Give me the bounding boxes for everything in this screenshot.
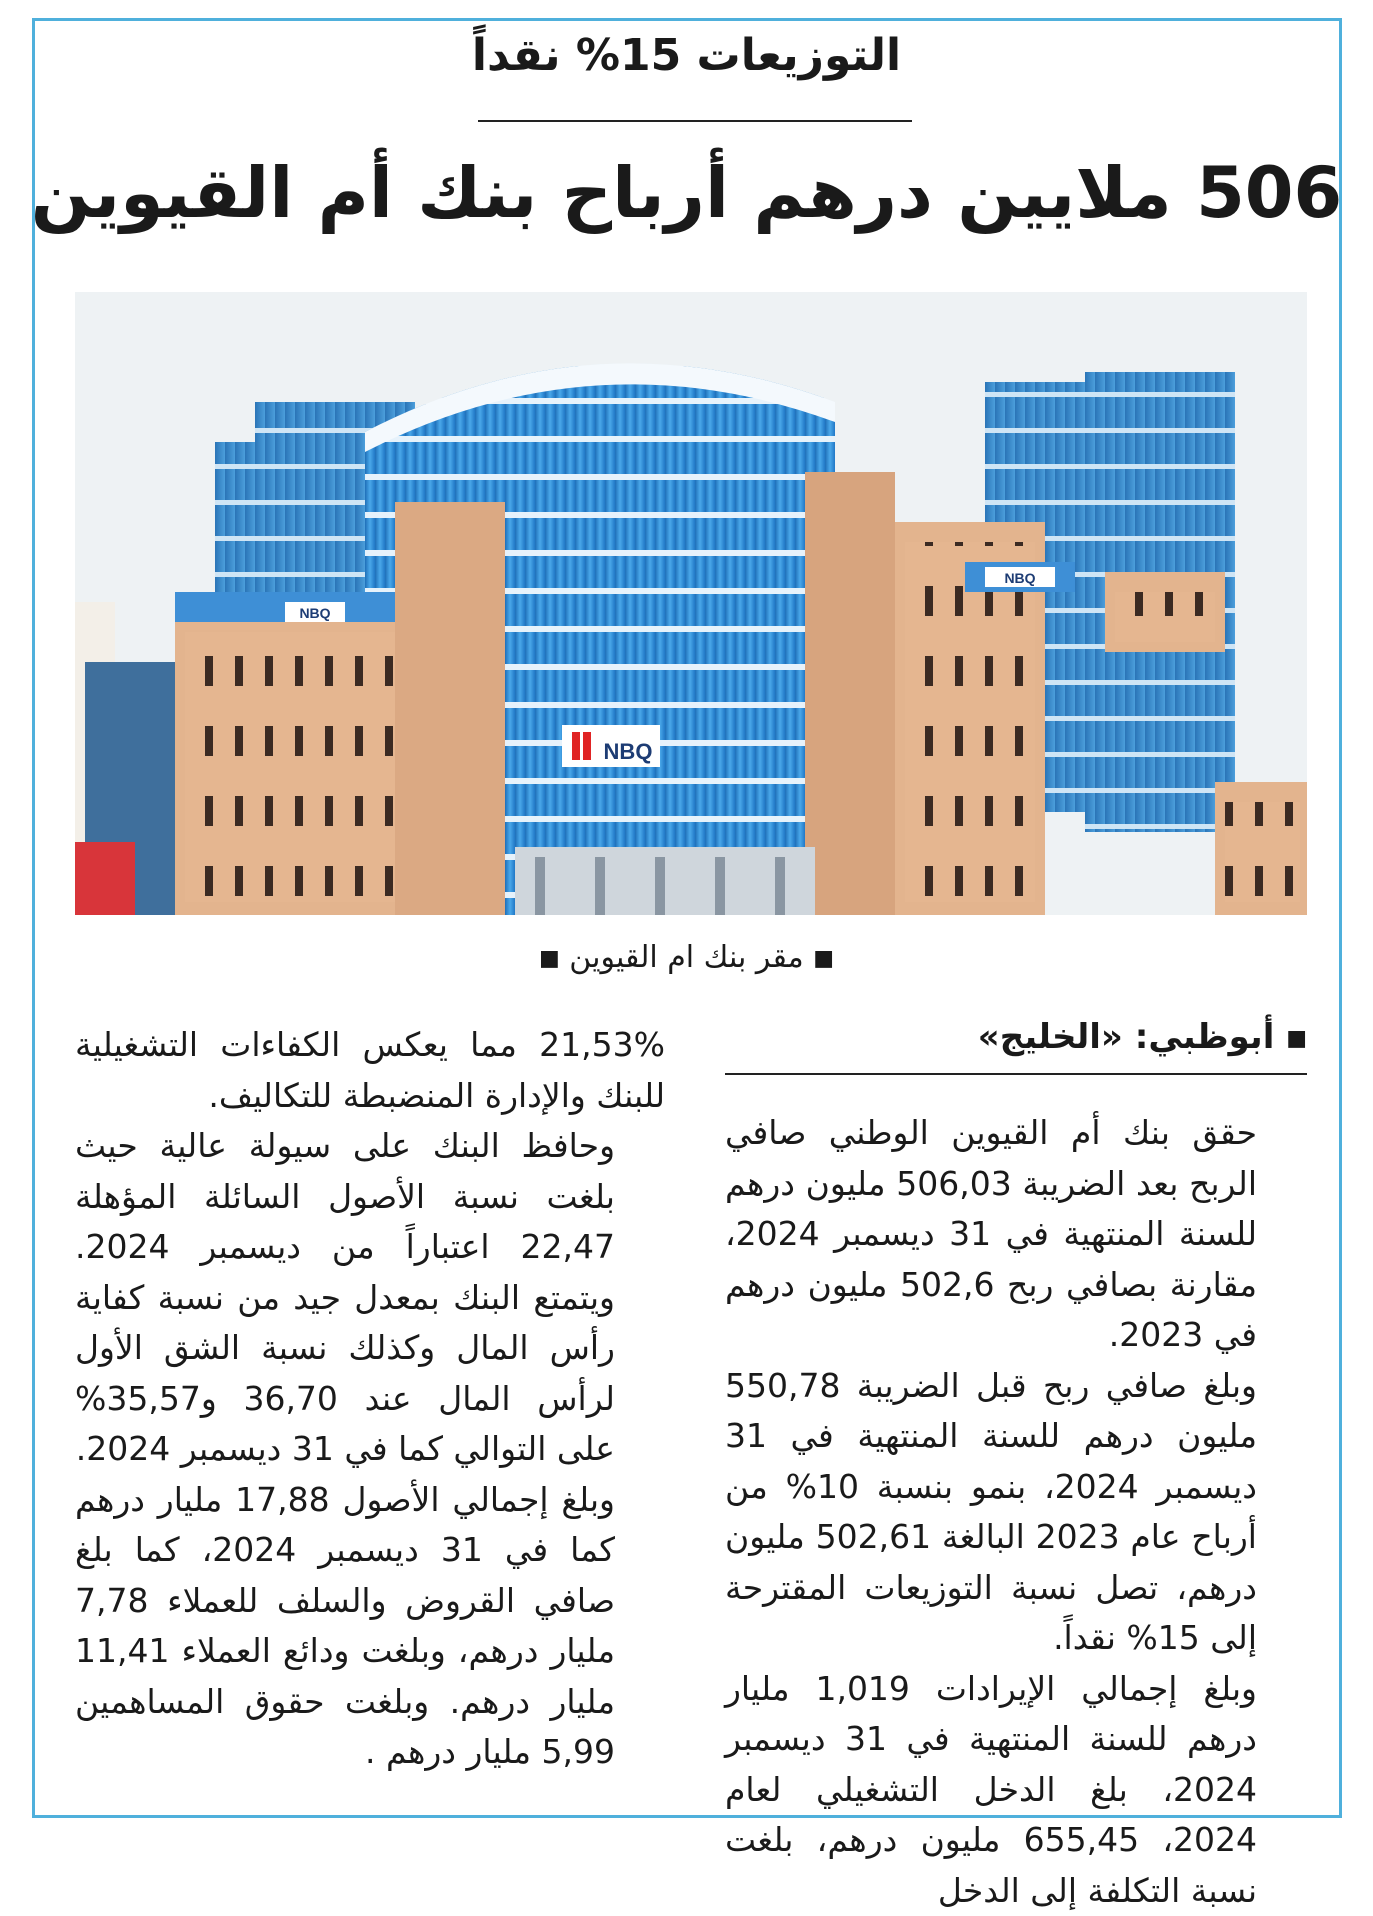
kicker-divider — [478, 120, 912, 122]
article-column-left — [75, 1020, 665, 1778]
bank-building-photo — [75, 292, 1307, 915]
paragraph: وبلغ إجمالي الإيرادات 1,019 مليار درهم للسنة المنتهية في 31 ديسمبر 2024، بلغ الدخل التشغيلي لعام 2024، 655,45 مليون درهم، بلغت نسبة التكلفة إلى الدخل — [725, 1664, 1307, 1916]
kicker-title: التوزيعات 15% نقداً — [0, 30, 1373, 81]
caption-text: مقر بنك ام القيوين — [569, 940, 803, 975]
bullet-square-icon: ■ — [1286, 1026, 1307, 1051]
byline-text: أبوظبي: «الخليج» — [978, 1017, 1275, 1057]
sign-brand-main: NBQ — [604, 739, 653, 764]
photo-caption — [0, 940, 1373, 975]
article-column-right — [725, 1108, 1307, 1916]
paragraph: حقق بنك أم القيوين الوطني صافي الربح بعد الضريبة 506,03 مليون درهم للسنة المنتهية في 31 ديسمبر 2024، مقارنة بصافي ربح 502,6 مليون درهم في 2023. — [725, 1108, 1307, 1361]
bullet-square-icon: ■ — [539, 946, 560, 971]
byline — [725, 1017, 1307, 1057]
paragraph: وبلغ إجمالي الأصول 17,88 مليار درهم كما في 31 ديسمبر 2024، كما بلغ صافي القروض والسلف للعملاء 7,78 مليار درهم، وبلغت ودائع العملاء 11,41 مليار درهم. وبلغت حقوق المساهمين 5,99 مليار درهم . — [75, 1475, 665, 1778]
bullet-square-icon: ■ — [813, 946, 834, 971]
sign-brand-left: NBQ — [299, 605, 330, 621]
sign-brand-right: NBQ — [1004, 570, 1035, 586]
paragraph: 21,53% مما يعكس الكفاءات التشغيلية للبنك والإدارة المنضبطة للتكاليف. — [75, 1020, 665, 1121]
paragraph: وحافظ البنك على سيولة عالية حيث بلغت نسبة الأصول السائلة المؤهلة 22,47 اعتباراً من ديسمبر 2024. ويتمتع البنك بمعدل جيد من نسبة كفاية رأس المال وكذلك نسبة الشق الأول لرأس المال عند 36,70 و35,57% على التوالي كما في 31 ديسمبر 2024. — [75, 1121, 665, 1475]
byline-divider — [725, 1073, 1307, 1075]
paragraph: وبلغ صافي ربح قبل الضريبة 550,78 مليون درهم للسنة المنتهية في 31 ديسمبر 2024، بنمو بنسبة 10% من أرباح عام 2023 البالغة 502,61 مليون درهم، تصل نسبة التوزيعات المقترحة إلى 15% نقداً. — [725, 1361, 1307, 1664]
headline: 506 ملايين درهم أرباح بنك أم القيوين — [0, 152, 1373, 234]
